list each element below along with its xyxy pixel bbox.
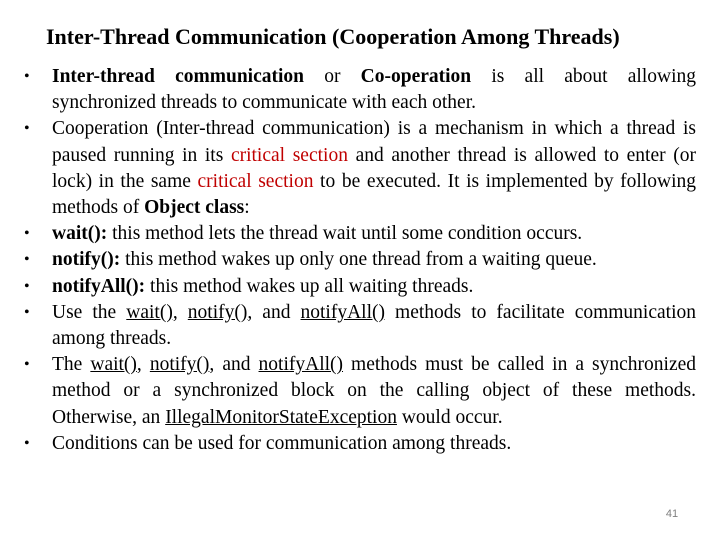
method-notifyall-ref: notifyAll(): [300, 301, 385, 323]
term-inter-thread-communication: Inter-thread communication: [52, 66, 305, 87]
bullet-icon: •: [24, 303, 30, 321]
term-object-class: Object class: [144, 197, 245, 219]
bullet-item: [24, 116, 696, 221]
method-notify-ref: notify(): [149, 354, 210, 376]
term-critical-section: critical section: [197, 170, 314, 192]
bullet-icon: •: [24, 251, 30, 269]
bullet-text: would occur.: [396, 406, 503, 428]
bullet-text: , and: [247, 301, 301, 323]
bullet-icon: •: [24, 68, 30, 85]
method-wait-ref: wait(): [90, 354, 137, 376]
bullet-icon: •: [24, 356, 30, 374]
bullet-text: The: [52, 354, 91, 376]
method-notify: notify():: [52, 249, 121, 271]
bullet-text: Cooperation (Inter-thread communication) is a mechanism in which a thread is paused running in its: [52, 118, 696, 166]
bullet-item: [24, 300, 696, 352]
slide-title: Inter-Thread Communication (Cooperation Among Threads): [46, 24, 620, 49]
exception-name: IllegalMonitorStateException: [165, 406, 397, 428]
bullet-text: this method wakes up all waiting threads.: [145, 275, 474, 297]
bullet-item: [24, 64, 696, 116]
method-notify-ref: notify(): [187, 301, 248, 323]
bullet-icon: •: [24, 277, 30, 295]
page-number: 41: [665, 508, 679, 520]
bullet-text: Conditions can be used for communication among threads.: [52, 432, 512, 454]
method-wait: wait():: [52, 223, 108, 245]
bullet-text: to be executed. It is implemented by following methods of: [52, 170, 696, 219]
bullet-text: methods must be called in a synchronized method or a synchronized block on the calling object of these methods. Otherwise, an: [52, 354, 697, 428]
term-co-operation: Co-operation: [360, 66, 472, 87]
bullet-text: Use the: [52, 301, 127, 323]
bullet-item: [24, 274, 696, 300]
bullet-icon: •: [24, 434, 30, 452]
method-notifyall: notifyAll():: [52, 275, 146, 297]
bullet-icon: •: [24, 225, 30, 243]
bullet-list: [24, 64, 696, 457]
bullet-text: methods to facilitate communication among threads.: [52, 301, 696, 350]
bullet-item: [24, 352, 696, 431]
bullet-text: :: [244, 197, 250, 219]
bullet-text: ,: [172, 301, 188, 323]
method-notifyall-ref: notifyAll(): [258, 354, 344, 376]
bullet-text: and another thread is allowed to enter (or lock) in the same: [52, 144, 696, 192]
method-wait-ref: wait(): [126, 301, 173, 323]
bullet-text: this method lets the thread wait until some condition occurs.: [107, 223, 583, 245]
bullet-text: this method wakes up only one thread from a waiting queue.: [120, 249, 597, 271]
bullet-item: [24, 221, 696, 247]
bullet-text: is all about allowing synchronized threads to communicate with each other.: [52, 66, 697, 114]
bullet-icon: •: [24, 120, 30, 138]
bullet-text: or: [304, 66, 361, 87]
bullet-item: [24, 431, 696, 457]
bullet-text: ,: [136, 354, 150, 376]
term-critical-section: critical section: [230, 144, 348, 166]
bullet-text: , and: [209, 354, 259, 376]
bullet-item: [24, 247, 696, 273]
